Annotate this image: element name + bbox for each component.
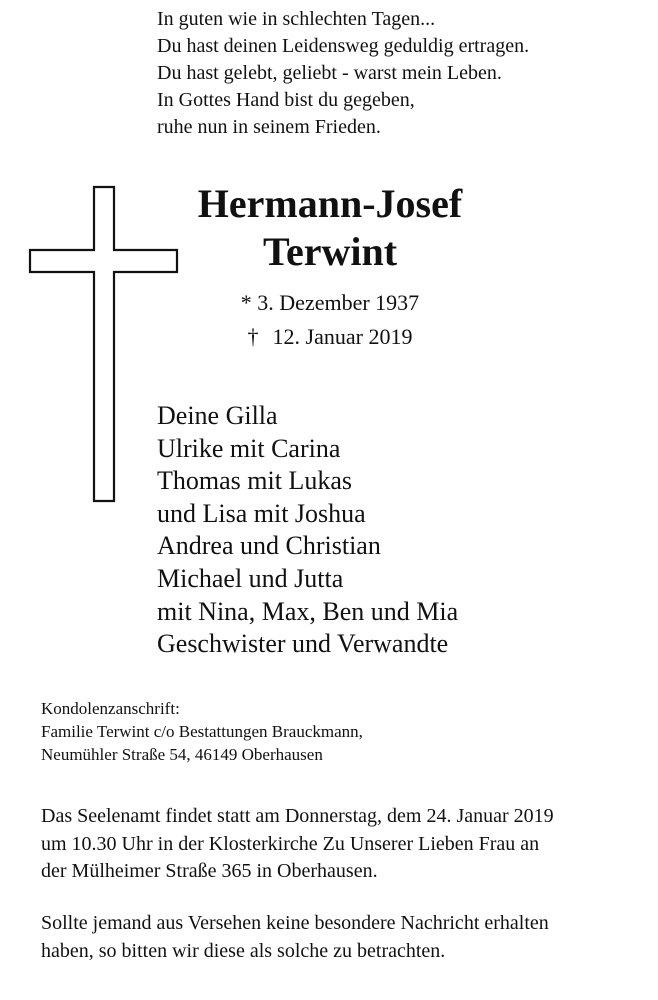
poem-line: Du hast deinen Leidensweg geduldig ertragen. [157, 35, 530, 57]
condolence-heading: Kondolenzanschrift: [41, 699, 180, 718]
death-date-line [150, 320, 510, 353]
mourner: Thomas mit Lukas [157, 466, 352, 496]
condolence-line: Neumühler Straße 54, 46149 Oberhausen [41, 745, 323, 764]
condolence-line: Familie Terwint c/o Bestattungen Brauckmann, [41, 722, 363, 741]
deceased-last-name: Terwint [262, 229, 398, 274]
service-line: Das Seelenamt findet statt am Donnerstag, dem 24. Januar 2019 [41, 805, 554, 827]
birth-symbol: * [240, 290, 252, 315]
mourner: Andrea und Christian [157, 531, 381, 561]
notice-text [41, 910, 641, 965]
service-line: der Mülheimer Straße 365 in Oberhausen. [41, 860, 378, 882]
notice-line: Sollte jemand aus Versehen keine besondere Nachricht erhalten [41, 912, 549, 934]
death-symbol: † [247, 324, 259, 349]
mourner: Michael und Jutta [157, 563, 344, 593]
death-date: 12. Januar 2019 [272, 324, 413, 349]
poem-line: In Gottes Hand bist du gegeben, [157, 89, 415, 111]
mourner: Deine Gilla [157, 401, 278, 430]
mourners-list [157, 400, 458, 661]
poem-line: ruhe nun in seinem Frieden. [157, 116, 381, 138]
mourner: Ulrike mit Carina [157, 433, 341, 463]
mourner: und Lisa mit Joshua [157, 498, 366, 528]
mourner: mit Nina, Max, Ben und Mia [157, 596, 459, 626]
poem-line: Du hast gelebt, geliebt - warst mein Leben. [157, 62, 502, 84]
condolence-address [41, 697, 363, 766]
service-announcement [41, 803, 641, 886]
mourner: Geschwister und Verwandte [157, 629, 449, 659]
birth-date: 3. Dezember 1937 [257, 290, 420, 315]
birth-date-line [150, 286, 510, 319]
service-line: um 10.30 Uhr in der Klosterkirche Zu Unserer Lieben Frau an [41, 832, 540, 855]
poem-line: In guten wie in schlechten Tagen... [157, 8, 436, 30]
deceased-first-name: Hermann-Josef [197, 181, 463, 226]
notice-line: haben, so bitten wir diese als solche zu betrachten. [41, 939, 446, 962]
